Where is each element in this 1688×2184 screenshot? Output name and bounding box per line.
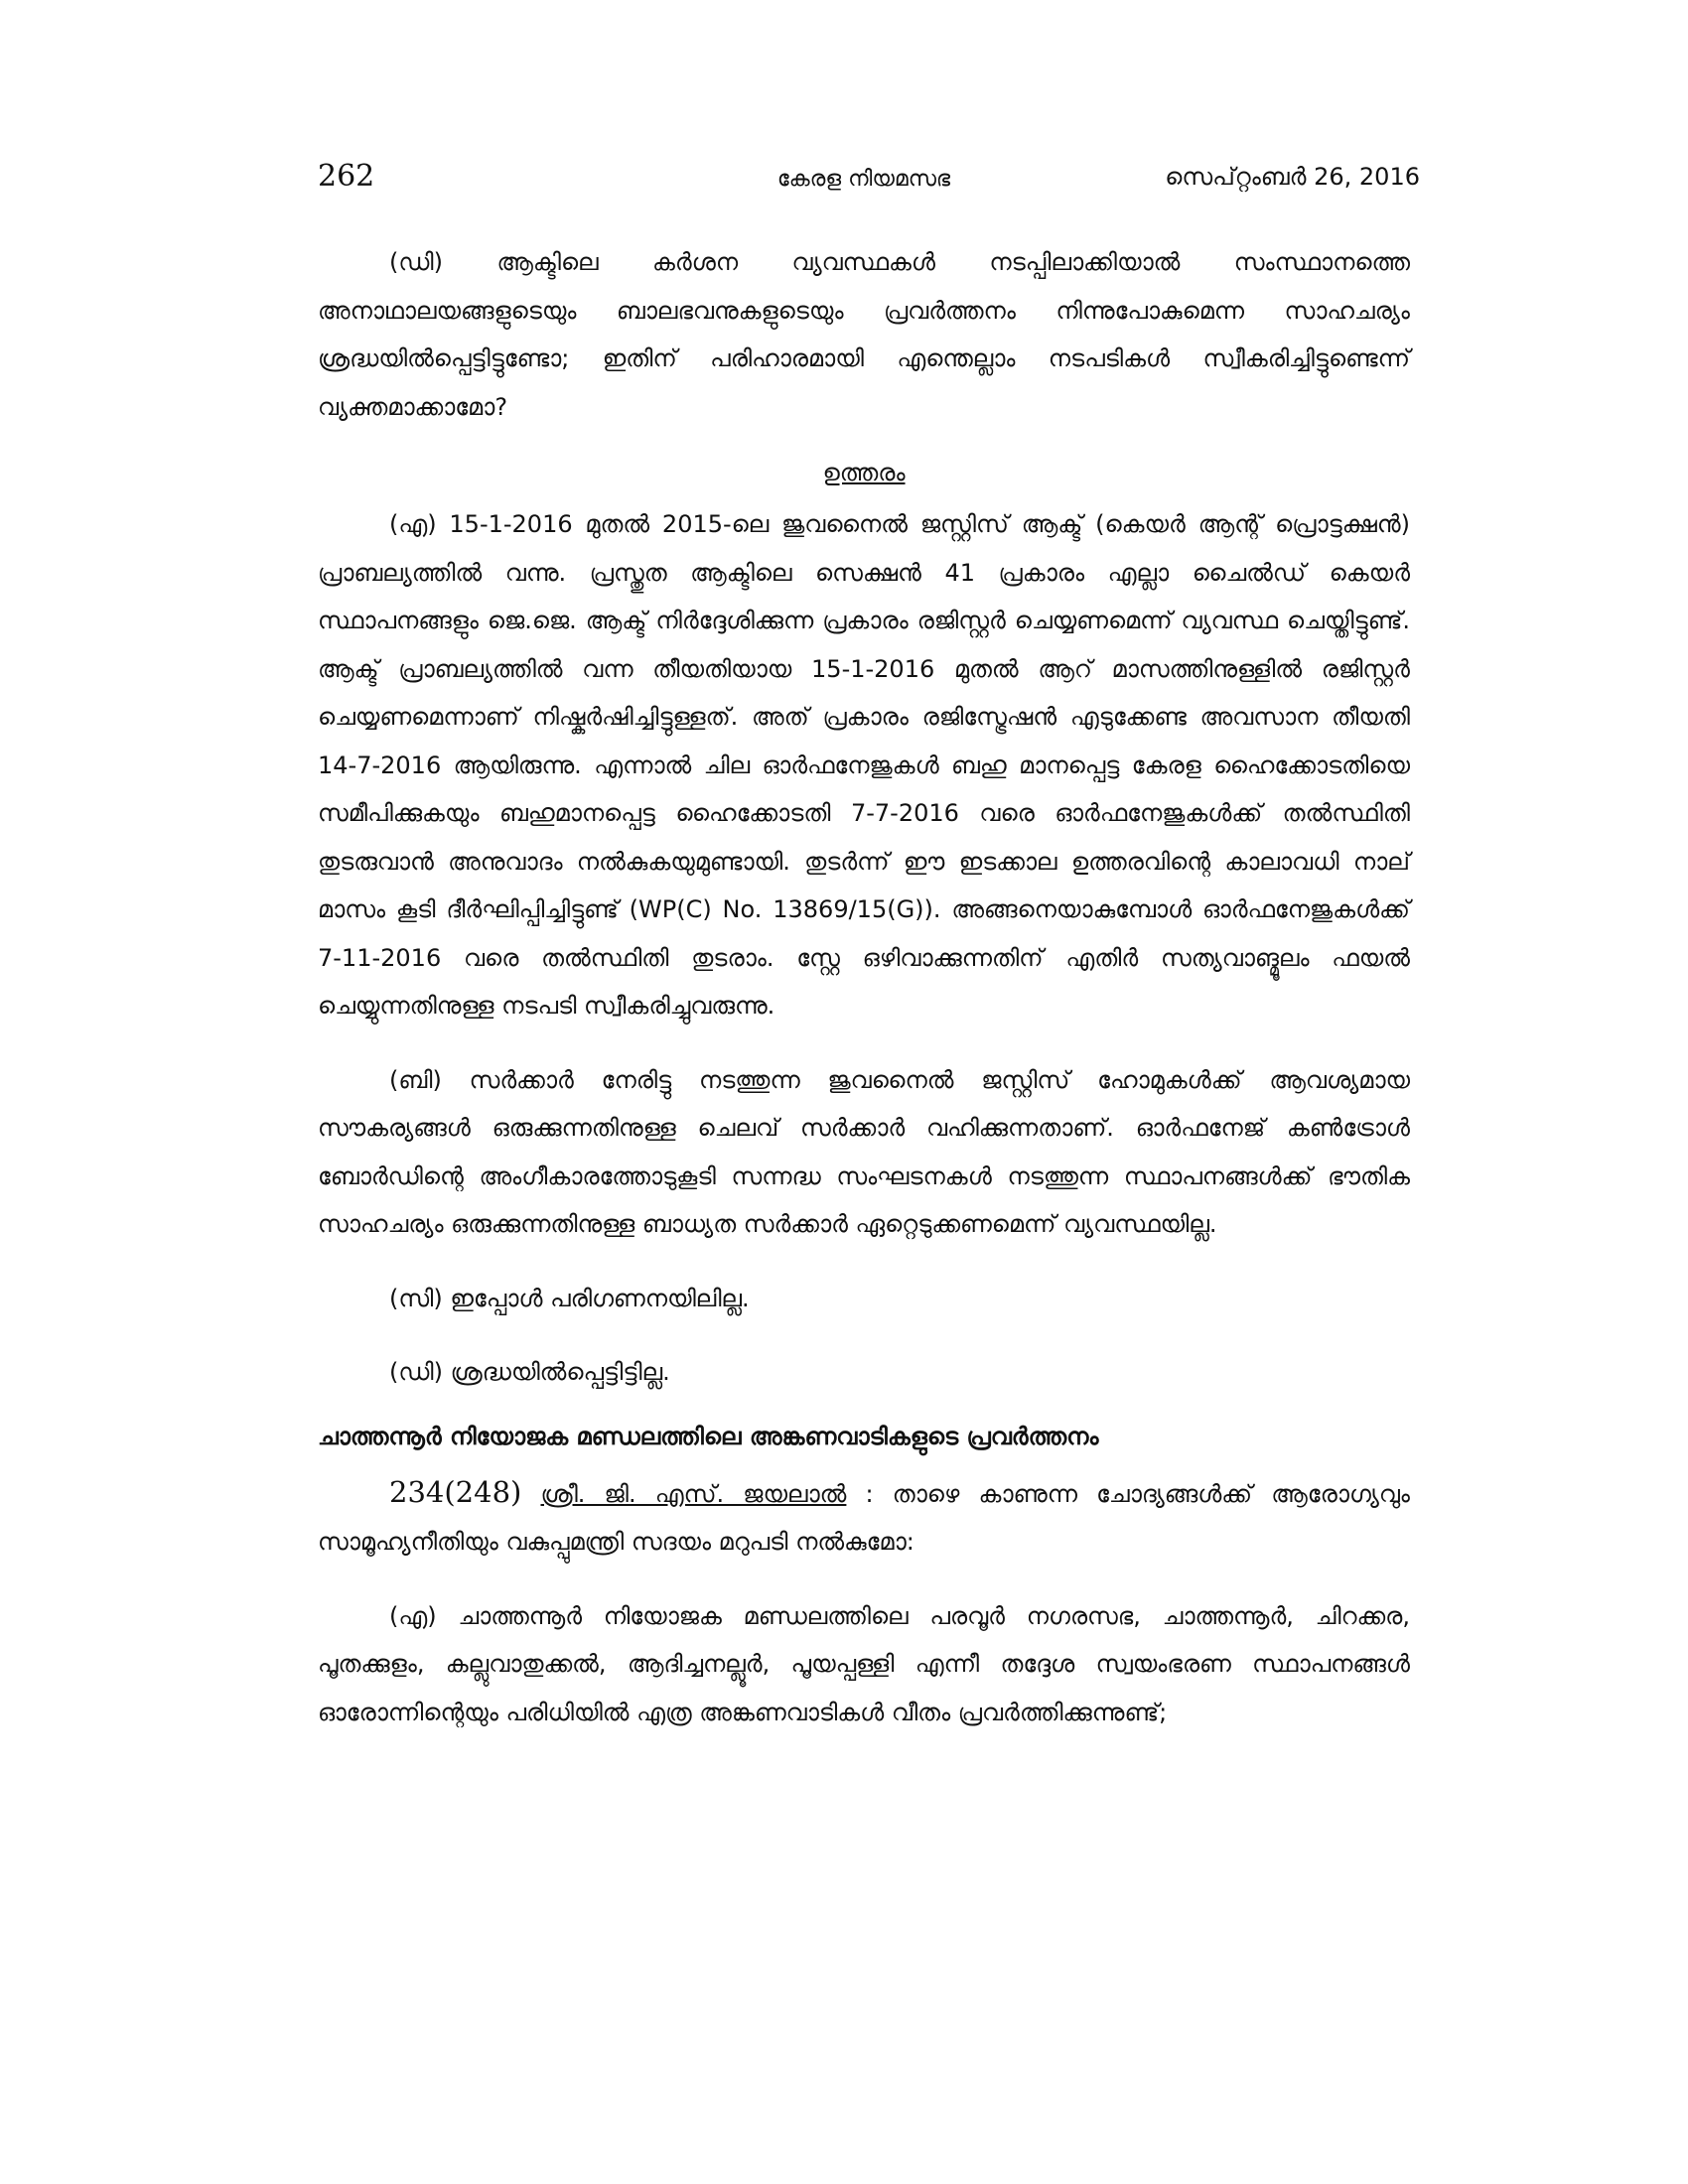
question-number: 234(248): [389, 1474, 522, 1509]
answer-a-text: (എ) 15-1-2016 മുതൽ 2015-ലെ ജുവനൈൽ ജസ്റ്റിസ് ആക്ട് (കെയർ ആന്റ് പ്രൊട്ടക്ഷൻ) പ്രാബല്യത്തിൽ വന്നു. പ്രസ്തുത ആക്ടിലെ സെക്ഷൻ 41 പ്രകാരം എല്ലാ ചൈൽഡ് കെയർ സ്ഥാപനങ്ങളും ജെ.ജെ. ആക്ട് നിർദ്ദേശിക്കുന്ന പ്രകാരം രജിസ്റ്റർ ചെയ്യണമെന്ന് വ്യവസ്ഥ ചെയ്തിട്ടുണ്ട്. ആക്ട് പ്രാബല്യത്തിൽ വന്ന തീയതിയായ 15-1-2016 മുതൽ ആറ് മാസത്തിനുള്ളിൽ രജിസ്റ്റർ ചെയ്യണമെന്നാണ് നിഷ്കർഷിച്ചിട്ടുള്ളത്. അത് പ്രകാരം രജിസ്ട്രേഷൻ എടുക്കേണ്ട അവസാന തീയതി 14-7-2016 ആയിരുന്നു. എന്നാൽ ചില ഓർഫനേജുകൾ ബഹു മാനപ്പെട്ട കേരള ഹൈക്കോടതിയെ സമീപിക്കുകയും ബഹുമാനപ്പെട്ട ഹൈക്കോടതി 7-7-2016 വരെ ഓർഫനേജുകൾക്ക് തൽസ്ഥിതി തുടരുവാൻ അനുവാദം നൽകുകയുമുണ്ടായി. തുടർന്ന് ഈ ഇടക്കാല ഉത്തരവിന്റെ കാലാവധി നാല് മാസം കൂടി ദീർഘിപ്പിച്ചിട്ടുണ്ട് (WP(C) No. 13869/15(G)). അങ്ങനെയാകുമ്പോൾ ഓർഫനേജുകൾക്ക് 7-11-2016 വരെ തൽസ്ഥിതി തുടരാം. സ്റ്റേ ഒഴിവാക്കുന്നതിന് എതിർ സത്യവാങ്മൂലം ഫയൽ ചെയ്യുന്നതിനുള്ള നടപടി സ്വീകരിച്ചുവരുന്നു.: [318, 510, 1410, 1020]
question-intro-text: : താഴെ കാണുന്ന ചോദ്യങ്ങൾക്ക് ആരോഗ്യവും സാമൂഹ്യനീതിയും വകുപ്പുമന്ത്രി സദയം മറുപടി നൽകുമോ:: [318, 1479, 1410, 1556]
page-header: [318, 149, 1420, 208]
header-date: സെപ്റ്റംബർ 26, 2016: [1165, 163, 1420, 191]
answer-c-text: (സി) ഇപ്പോൾ പരിഗണനയിലില്ല.: [389, 1284, 750, 1312]
answer-heading: ഉത്തരം: [822, 459, 906, 486]
document-page: [318, 149, 1420, 1762]
answer-d-text: (ഡി) ശ്രദ്ധയിൽപ്പെട്ടിട്ടില്ല.: [389, 1358, 670, 1386]
member-name: ശ്രീ. ജി. എസ്. ജയലാൽ: [540, 1479, 847, 1508]
question-234-intro: [318, 1468, 1410, 1567]
page-number: 262: [318, 159, 375, 194]
question-d-text: (ഡി) ആക്ടിലെ കർശന വ്യവസ്ഥകൾ നടപ്പിലാക്കിയാൽ സംസ്ഥാനത്തെ അനാഥാലയങ്ങളുടെയും ബാലഭവനുകളുടെയും പ്രവർത്തനം നിന്നുപോകുമെന്ന സാഹചര്യം ശ്രദ്ധയിൽപ്പെട്ടിട്ടുണ്ടോ; ഇതിന് പരിഹാരമായി എന്തെല്ലാം നടപടികൾ സ്വീകരിച്ചിട്ടുണ്ടെന്ന് വ്യക്തമാക്കാമോ?: [318, 248, 1410, 421]
section-title: ചാത്തന്നൂർ നിയോജക മണ്ഡലത്തിലെ അങ്കണവാടികളുടെ പ്രവർത്തനം: [318, 1422, 1099, 1450]
question-a-text: (എ) ചാത്തന്നൂർ നിയോജക മണ്ഡലത്തിലെ പരവൂർ നഗരസഭ, ചാത്തന്നൂർ, ചിറക്കര, പൂതക്കുളം, കല്ലുവാതുക്കൽ, ആദിച്ചനല്ലൂർ, പൂയപ്പള്ളി എന്നീ തദ്ദേശ സ്വയംഭരണ സ്ഥാപനങ്ങൾ ഓരോന്നിന്റെയും പരിധിയിൽ എത്ര അങ്കണവാടികൾ വീതം പ്രവർത്തിക്കുന്നുണ്ട്;: [318, 1601, 1410, 1726]
answer-b-text: (ബി) സർക്കാർ നേരിട്ടു നടത്തുന്ന ജുവനൈൽ ജസ്റ്റിസ് ഹോമുകൾക്ക് ആവശ്യമായ സൗകര്യങ്ങൾ ഒരുക്കുന്നതിനുള്ള ചെലവ് സർക്കാർ വഹിക്കുന്നതാണ്. ഓർഫനേജ് കൺട്രോൾ ബോർഡിന്റെ അംഗീകാരത്തോടുകൂടി സന്നദ്ധ സംഘടനകൾ നടത്തുന്ന സ്ഥാപനങ്ങൾക്ക് ഭൗതിക സാഹചര്യം ഒരുക്കുന്നതിനുള്ള ബാധ്യത സർക്കാർ ഏറ്റെടുക്കണമെന്ന് വ്യവസ്ഥയില്ല.: [318, 1065, 1410, 1238]
header-title: കേരള നിയമസഭ: [776, 167, 951, 192]
